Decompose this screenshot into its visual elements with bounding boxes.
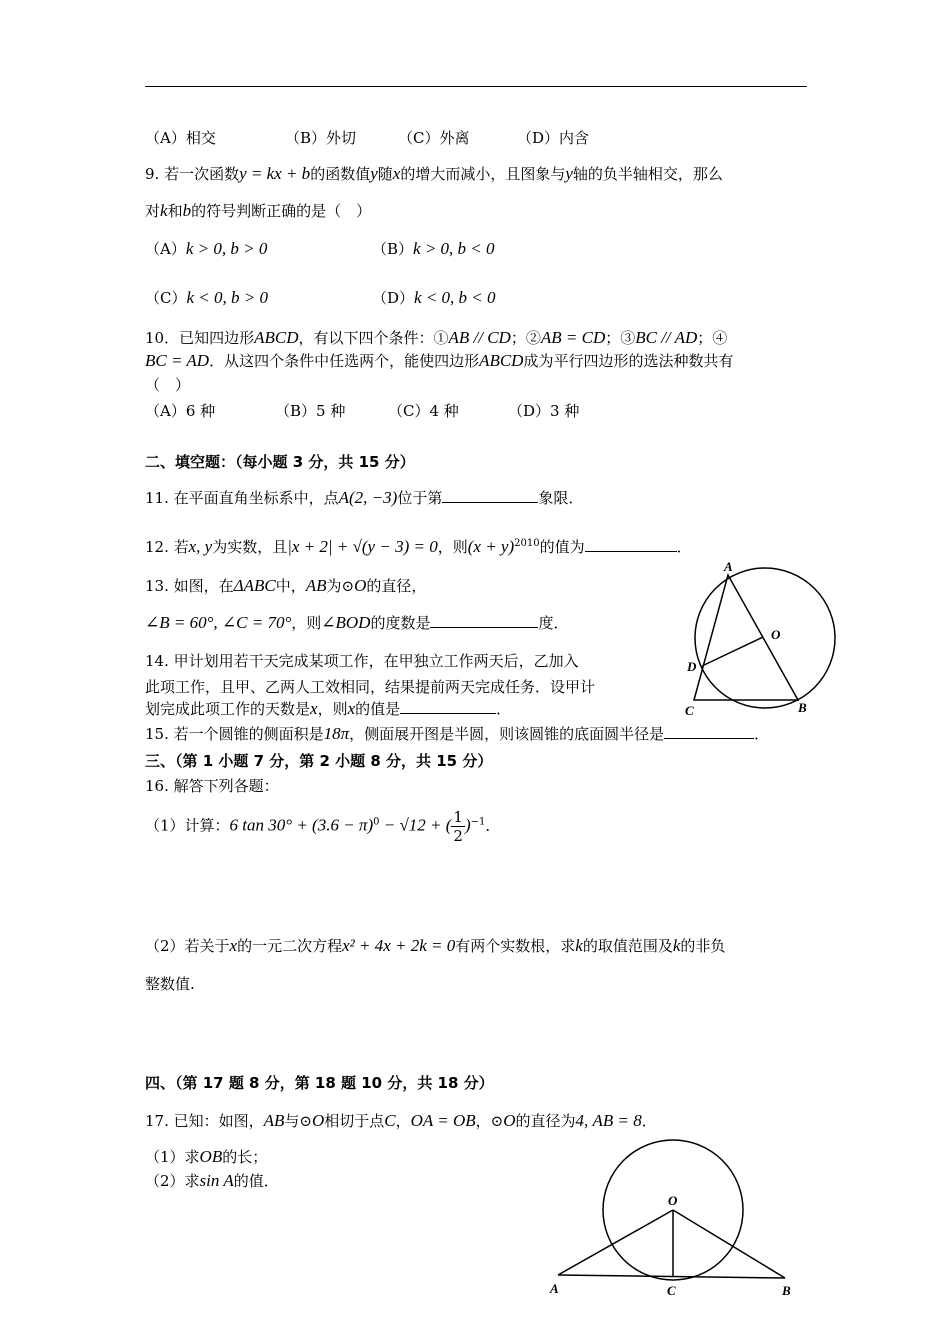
q17-segment-ob [673,1210,785,1278]
q13-label-o: O [771,627,781,642]
q9-line-2: 对k和b的符号判断正确的是（ ） [145,201,372,220]
q9-option-c: （C）k < 0, b > 0 [145,288,268,307]
section-4-title: 四、（第 17 题 8 分，第 18 题 10 分，共 18 分） [145,1074,494,1092]
q13-segment-od [702,637,763,666]
q10-line-3: （ ） [145,376,191,394]
q17-label-b: B [782,1283,791,1298]
q14-line-3: 划完成此项工作的天数是x，则x的值是 ． [145,699,512,718]
q16-part-2-line-1: （2）若关于x的一元二次方程x² + 4x + 2k = 0有两个实数根，求k的取值范围及k的非负 [145,936,726,955]
q15: 15. 若一个圆锥的侧面积是18π，侧面展开图是半圆，则该圆锥的底面圆半径是 ． [145,724,770,743]
q10-option-c: （C）4 种 [388,402,459,420]
q15-blank[interactable] [664,724,754,739]
header-rule [145,86,807,87]
q10-option-a: （A）6 种 [145,402,216,420]
q12: 12. 若x, y为实数，且|x + 2| + √(y − 3) = 0，则$(x + y)^{2010}$的值为 ． [145,537,692,556]
q16-intro: 16. 解答下列各题： [145,777,279,795]
q8-option-d: （D）内含 [517,129,590,147]
q10-line-2: BC = AD．从这四个条件中任选两个，能使四边形ABCD成为平行四边形的选法种数共有 [145,351,734,370]
q9-option-d: （D）k < 0, b < 0 [372,288,496,307]
q9-option-a: （A）k > 0, b > 0 [145,239,268,258]
q13-label-d: D [687,659,697,674]
q17-line-1: 17. 已知：如图，AB与⊙O相切于点C，OA = OB，⊙O的直径为4, AB = 8． [145,1111,657,1130]
q13-circle [695,568,835,708]
q11: 11. 在平面直角坐标系中，点A(2, −3)位于第 象限． [145,488,584,507]
q12-blank[interactable] [585,537,677,552]
q13-line-2: ∠B = 60°, ∠C = 70°，则∠BOD的度数是 度． [145,613,569,632]
q16-part-1: （1）计算：6 $\tan 30^\circ + (3.6 - \pi)^0 - √12$ + ( $\frac{1}{2}$ )$^{-1}$． [145,808,501,845]
section-3-title: 三、（第 1 小题 7 分，第 2 小题 8 分，共 15 分） [145,752,493,770]
q9-option-b: （B）k > 0, b < 0 [372,239,495,258]
q8-option-b: （B）外切 [285,129,357,147]
q17-label-a: A [550,1281,559,1296]
q17-label-c: C [667,1283,676,1298]
q14-line-1: 14. 甲计划用若干天完成某项工作，在甲独立工作两天后，乙加入 [145,652,579,670]
q8-option-a: （A）相交 [145,129,216,147]
q17-part-2: （2）求sin A的值． [145,1171,279,1190]
q8-option-c: （C）外离 [398,129,470,147]
q14-line-2: 此项工作，且甲、乙两人工效相同，结果提前两天完成任务．设甲计 [145,678,596,696]
q13-figure [680,560,850,720]
q16-fraction: $\frac{1}{2}$ [453,808,463,845]
q17-part-1: （1）求OB的长； [145,1147,268,1166]
q9-line-1: 9. 若一次函数y = kx + b的函数值y随x的增大而减小，且图象与y轴的负半轴相交，那么 [145,164,723,183]
section-2-title: 二、填空题：（每小题 3 分，共 15 分） [145,453,415,471]
q13-label-a: A [724,560,733,574]
q17-segment-ab [558,1275,785,1278]
q13-line-1: 13. 如图，在ΔABC中，AB为⊙O的直径， [145,576,427,595]
q13-label-b: B [798,700,807,715]
q14-blank[interactable] [400,699,496,714]
q10-option-d: （D）3 种 [508,402,580,420]
q13-label-c: C [685,703,694,718]
q10-line-1: 10．已知四边形ABCD，有以下四个条件：①AB // CD；②AB = CD；③BC // AD；④ [145,328,728,347]
q11-blank[interactable] [442,488,538,503]
q17-segment-oa [558,1210,673,1275]
q13-blank[interactable] [430,613,538,628]
q17-label-o: O [668,1193,678,1208]
q10-option-b: （B）5 种 [275,402,346,420]
q16-part-2-line-2: 整数值. [145,975,195,993]
q17-figure [540,1135,800,1300]
